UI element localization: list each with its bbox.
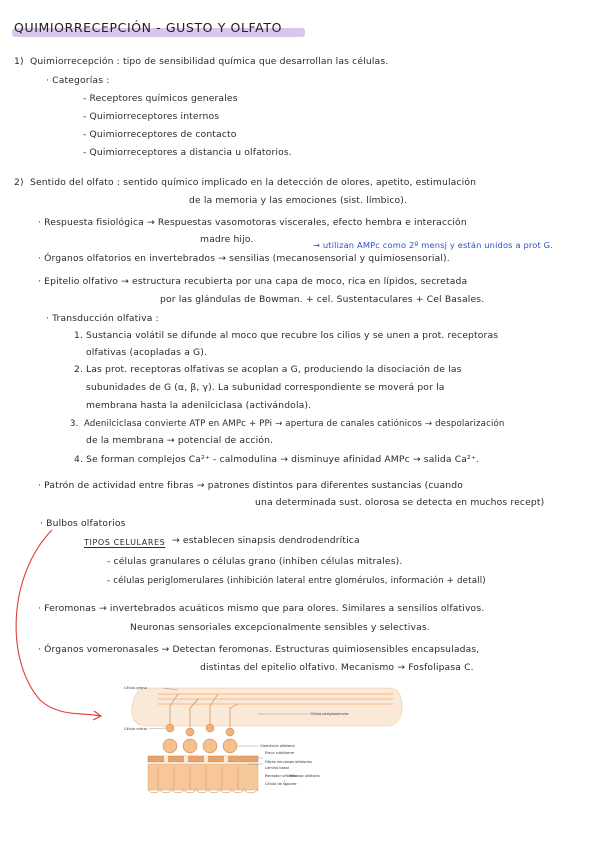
- category-item: - Quimiorreceptores a distancia u olfatorios.: [83, 147, 292, 158]
- epitelio-line2: por las glándulas de Bowman. + cel. Sustentaculares + Cel Basales.: [160, 294, 485, 305]
- label-glomerulo: Glomérulo olfatorio: [260, 744, 295, 748]
- transduccion-label: · Transducción olfativa :: [46, 313, 159, 324]
- category-item: - Quimiorreceptores de contacto: [83, 129, 237, 140]
- patron-line2: una determinada sust. olorosa se detecta en muchos recept): [255, 497, 545, 508]
- vomeronasales-line1: · Órganos vomeronasales → Detectan feromonas. Estructuras quimiosensibles encapsuladas,: [38, 644, 480, 655]
- tipos-celulares-rest: → establecen sinapsis dendrodendrítica: [172, 535, 360, 546]
- section1-number: 1): [14, 56, 24, 67]
- bulbos-label: · Bulbos olfatorios: [40, 518, 126, 529]
- feromonas-line1: · Feromonas → invertebrados acuáticos mismo que para olores. Similares a sensilios olfativos.: [38, 603, 485, 614]
- page-title: QUIMIORRECEPCIÓN - GUSTO Y OLFATO: [14, 20, 283, 35]
- vomeronasales-line2: distintas del epitelio olfativo. Mecanismo → Fosfolipasa C.: [200, 662, 474, 673]
- blue-annotation: → utilizan AMPc como 2º mensj y están unidos a prot G.: [313, 240, 554, 250]
- section2-number: 2): [14, 177, 24, 188]
- label-celula-grano: Célula grano: [124, 686, 147, 690]
- label-mucosa-olfatoria: Mucosa olfatoria: [290, 774, 320, 778]
- step-line: Se forman complejos Ca²⁺ - calmodulina → disminuye afinidad AMPc → salida Ca²⁺.: [86, 454, 479, 465]
- respuesta-line1: · Respuesta fisiológica → Respuestas vasomotoras viscerales, efecto hembra e interacción: [38, 217, 467, 228]
- respuesta-line2: madre hijo.: [200, 234, 254, 245]
- step-number: 4.: [74, 454, 84, 465]
- label-celula-soporte: Célula de soporte: [265, 782, 297, 786]
- step-line: olfativas (acopladas a G).: [86, 347, 208, 358]
- step-line: membrana hasta la adenilciclasa (activándola).: [86, 400, 312, 411]
- step-line: Sustancia volátil se difunde al moco que recubre los cilios y se unen a prot. receptoras: [86, 330, 499, 341]
- label-placa-cribiforme: Placa cribiforme: [265, 751, 295, 755]
- label-fibras-nerviosas: Fibras nerviosas olfatorias: [265, 760, 312, 764]
- category-item: - Receptores químicos generales: [83, 93, 238, 104]
- label-celula-periglomerular: Célula periglomerular: [310, 712, 349, 716]
- cell-type-item: - células granulares o células grano (inhiben células mitrales).: [107, 556, 403, 567]
- step-number: 3.: [70, 419, 79, 429]
- section2-heading-line2: de la memoria y las emociones (sist. límbico).: [189, 195, 408, 206]
- organos-olfatorios: · Órganos olfatorios en invertebrados → sensilias (mecanosensorial y quimiosensorial).: [38, 253, 450, 264]
- patron-line1: · Patrón de actividad entre fibras → patrones distintos para diferentes sustancias (cuando: [38, 480, 464, 491]
- categories-label: · Categorías :: [46, 75, 110, 86]
- label-lamina-basal: Lámina basal: [265, 766, 289, 770]
- feromonas-line2: Neuronas sensoriales excepcionalmente sensibles y selectivas.: [130, 622, 430, 633]
- category-item: - Quimiorreceptores internos: [83, 111, 220, 122]
- tipos-celulares-label: TIPOS CELULARES: [84, 538, 166, 547]
- cell-type-item: - células periglomerulares (inhibición lateral entre glomérulos, información + detall): [107, 576, 486, 586]
- step-line: Las prot. receptoras olfativas se acoplan a G, produciendo la disociación de las: [86, 364, 462, 375]
- step-line: Adenilciclasa convierte ATP en AMPc + PPi → apertura de canales catiónicos → despolarización: [84, 419, 505, 429]
- olfactory-bulb-figure: [118, 686, 403, 804]
- epitelio-line1: · Epitelio olfativo → estructura recubierta por una capa de moco, rica en lípidos, secretada: [38, 276, 468, 287]
- step-number: 2.: [74, 364, 84, 375]
- label-receptor-olfatorio: Receptor olfatorio: [265, 774, 298, 778]
- section1-heading: Quimiorrecepción : tipo de sensibilidad química que desarrollan las células.: [30, 56, 389, 67]
- label-celula-mitral: Célula mitral: [124, 727, 147, 731]
- step-line: de la membrana → potencial de acción.: [86, 435, 274, 446]
- step-number: 1.: [74, 330, 84, 341]
- step-line: subunidades de G (α, β, γ). La subunidad correspondiente se moverá por la: [86, 382, 445, 393]
- section2-heading-line1: Sentido del olfato : sentido químico implicado en la detección de olores, apetito, estimulación: [30, 177, 477, 188]
